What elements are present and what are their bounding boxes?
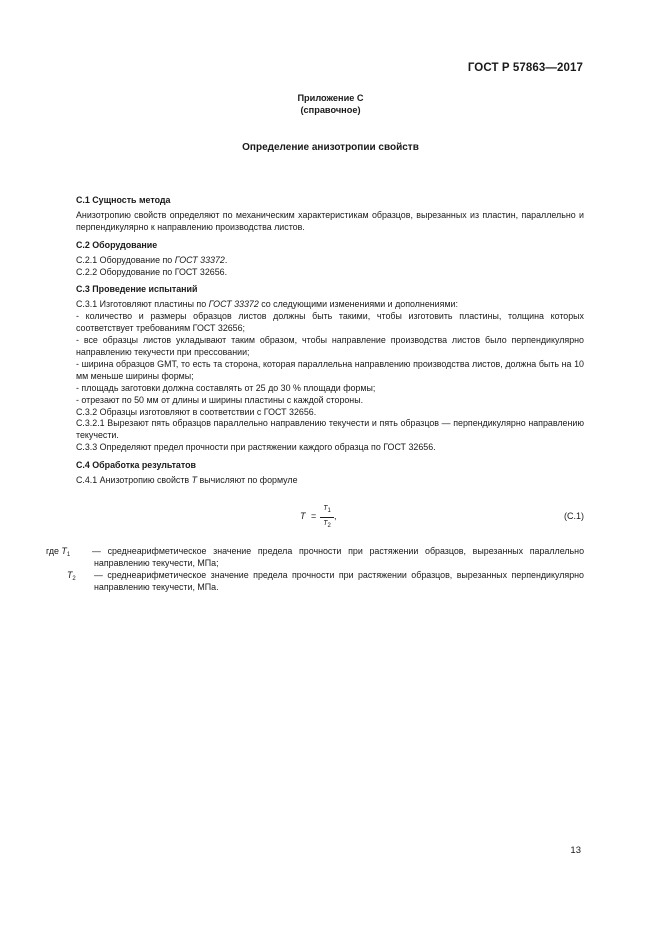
c4-1-suffix: вычисляют по формуле <box>197 475 298 486</box>
appendix-line2: (справочное) <box>300 105 361 115</box>
t2-sub: 2 <box>72 575 76 582</box>
formula-comma: , <box>334 511 337 521</box>
section-heading-c3: С.3 Проведение испытаний <box>76 284 198 295</box>
page-title: Определение анизотропии свойств <box>242 142 419 153</box>
c3-1-reference: ГОСТ 33372 <box>208 299 259 310</box>
formula-number: (С.1) <box>564 511 584 521</box>
formula-c1 <box>76 504 584 538</box>
c3-1-suffix: со следующими изменениями и дополнениями: <box>258 299 458 310</box>
where-word: где <box>46 546 59 556</box>
paragraph-c3-1 <box>76 299 584 311</box>
page-number: 13 <box>570 845 581 856</box>
c4-1-variable: T <box>191 475 198 486</box>
formula-equals: = <box>311 511 317 521</box>
section-heading-c1: С.1 Сущность метода <box>76 195 171 205</box>
section-heading-c4: С.4 Обработка результатов <box>76 460 196 471</box>
formula-fraction <box>320 504 334 531</box>
c3-1-prefix: С.3.1 Изготовляют пластины по <box>76 299 209 310</box>
denominator-var: T <box>323 520 328 527</box>
paragraph-c4-1 <box>76 475 584 487</box>
definition-t1 <box>46 546 584 570</box>
fraction-denominator <box>320 519 334 531</box>
paragraph-c2-1 <box>76 255 584 267</box>
bullet-item: - количество и размеры образцов листов должны быть такими, чтобы изготовить пластины, толщина которых соответствует требованиям ГОСТ 32656; <box>76 311 584 334</box>
t2-description: — среднеарифметическое значение предела прочности при растяжении образцов, вырезанных перпендикулярно направлению текучести, МПа. <box>94 569 584 592</box>
variable-definitions <box>46 546 584 594</box>
c2-1-suffix: . <box>224 254 228 265</box>
t2-label <box>67 570 76 586</box>
document-body <box>76 195 584 487</box>
section-heading-c2: С.2 Оборудование <box>76 239 158 250</box>
formula-lhs: T <box>300 511 306 521</box>
t1-var: T <box>61 546 67 556</box>
numerator-var: T <box>323 505 328 512</box>
bullet-item: - все образцы листов укладывают таким образом, чтобы направление производства листов было перпендикулярно направлению текучести при прессовании; <box>76 335 584 357</box>
paragraph-c3-2: С.3.2 Образцы изготовляют в соответствии с ГОСТ 32656. <box>76 406 317 417</box>
where-label <box>46 546 70 562</box>
bullet-item: - отрезают по 50 мм от длины и ширины пластины с каждой стороны. <box>76 394 364 405</box>
bullet-item: - ширина образцов GMT, то есть та сторона, которая параллельна направлению производства листов, должна быть на 10 мм меньше ширины формы; <box>76 358 584 381</box>
c2-1-prefix: С.2.1 Оборудование по <box>76 254 175 265</box>
appendix-line1: Приложение С <box>297 93 364 103</box>
t2-var: T <box>67 569 73 580</box>
standard-number: ГОСТ Р 57863—2017 <box>467 62 583 74</box>
denominator-sub: 2 <box>327 523 331 529</box>
c4-1-prefix: С.4.1 Анизотропию свойств <box>76 475 192 486</box>
fraction-bar <box>320 517 334 518</box>
appendix-label <box>0 92 661 116</box>
t1-description: — среднеарифметическое значение предела прочности при растяжении образцов, вырезанных параллельно направлению текучести, МПа; <box>92 546 584 568</box>
c2-1-reference: ГОСТ 33372 <box>174 254 225 265</box>
paragraph-c1: Анизотропию свойств определяют по механическим характеристикам образцов, вырезанных из пластин, параллельно и перпендикулярно к направлению производства листов. <box>76 209 584 232</box>
t1-sub: 1 <box>66 552 71 558</box>
fraction-numerator <box>320 504 334 516</box>
paragraph-c3-3: С.3.3 Определяют предел прочности при растяжении каждого образца по ГОСТ 32656. <box>76 442 436 453</box>
paragraph-c2-2: С.2.2 Оборудование по ГОСТ 32656. <box>76 266 228 277</box>
numerator-sub: 1 <box>327 508 331 514</box>
paragraph-c3-2-1: С.3.2.1 Вырезают пять образцов параллельно направлению текучести и пять образцов — перпендикулярно направлению текучести. <box>76 418 584 441</box>
bullet-item: - площадь заготовки должна составлять от 25 до 30 % площади формы; <box>76 382 376 393</box>
definition-t2 <box>46 570 584 594</box>
